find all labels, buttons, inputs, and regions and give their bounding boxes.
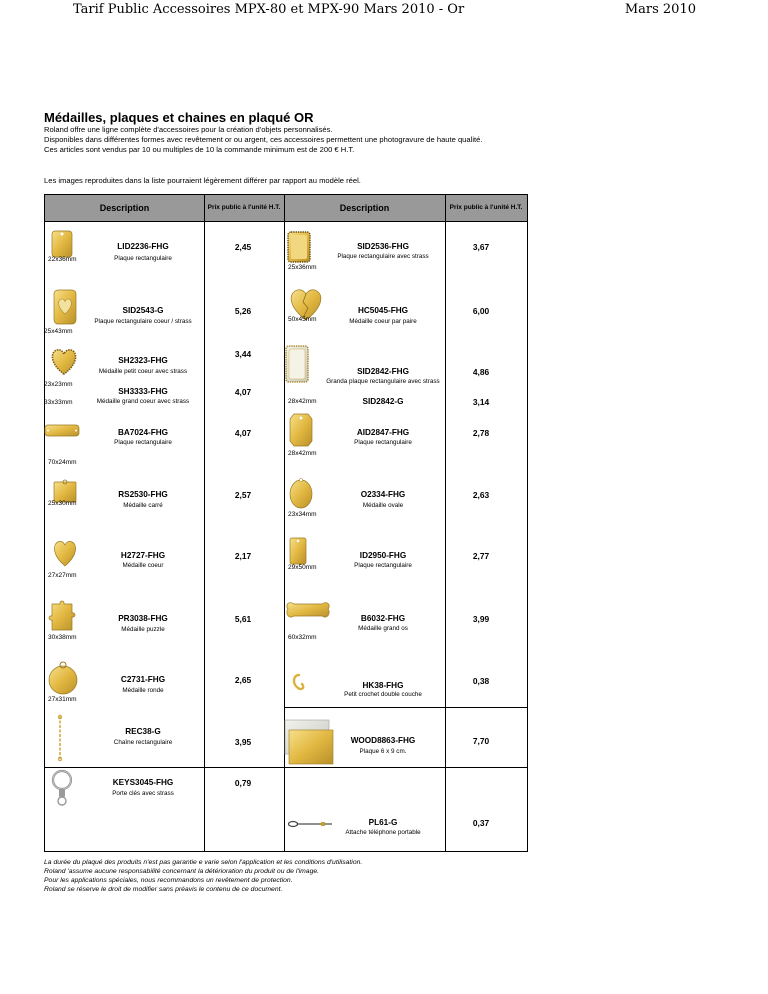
item-code: AID2847-FHG xyxy=(356,428,410,437)
item-description: Plaque 6 x 9 cm. xyxy=(359,748,407,755)
item-code: O2334-FHG xyxy=(360,490,406,499)
item-description: Médaille carré xyxy=(123,502,163,509)
item-code: KEYS3045-FHG xyxy=(112,778,174,787)
item-size: 29x50mm xyxy=(288,564,317,571)
item-size: 25x43mm xyxy=(44,328,73,335)
footer-line: La durée du plaqué des produits n'est pas garantie e varie selon l'application et les conditions d'utilisation. xyxy=(44,859,363,866)
item-price: 2,45 xyxy=(234,242,252,252)
header-description-right: Description xyxy=(339,203,390,213)
item-code: B6032-FHG xyxy=(360,614,406,623)
item-description: Médaille coeur par paire xyxy=(349,318,417,325)
item-size: 50x45mm xyxy=(288,316,317,323)
item-price: 3,67 xyxy=(472,242,490,252)
header-price-right: Prix public à l'unité H.T. xyxy=(449,204,523,211)
hook-image xyxy=(290,672,308,694)
item-price: 3,95 xyxy=(234,737,252,747)
item-code: LID2236-FHG xyxy=(117,242,169,251)
bone-medal-image xyxy=(284,598,332,626)
item-code: SID2543-G xyxy=(122,306,164,315)
column-divider xyxy=(445,195,446,851)
item-code: WOOD8863-FHG xyxy=(350,736,416,745)
item-size: 23x34mm xyxy=(288,511,317,518)
heart-medal-image xyxy=(50,538,80,568)
item-size: 25x30mm xyxy=(48,500,77,507)
item-size: 28x42mm xyxy=(288,398,317,405)
item-code: SID2842-G xyxy=(362,397,404,406)
item-code: RS2530-FHG xyxy=(118,490,168,499)
intro-line: Ces articles sont vendus par 10 ou multiples de 10 la commande minimum est de 200 € H.T. xyxy=(44,145,355,154)
item-price: 2,57 xyxy=(234,490,252,500)
item-size: 60x32mm xyxy=(288,634,317,641)
item-description: Attache téléphone portable xyxy=(345,829,421,836)
large-plaque-strass-image xyxy=(284,344,310,384)
round-medal-image xyxy=(46,660,80,696)
item-description: Médaille ronde xyxy=(122,687,164,694)
item-price: 2,77 xyxy=(472,551,490,561)
item-size: 28x42mm xyxy=(288,450,317,457)
row-divider xyxy=(284,767,527,768)
item-description: Granda plaque rectangulaire avec strass xyxy=(326,378,440,385)
item-size: 70x24mm xyxy=(48,459,77,466)
item-price: 2,78 xyxy=(472,428,490,438)
footer-disclaimer xyxy=(44,858,362,894)
item-size: 23x23mm xyxy=(44,381,73,388)
footer-line: Roland se réserve le droit de modifier sans préavis le contenu de ce document. xyxy=(44,886,283,893)
item-price: 2,65 xyxy=(234,675,252,685)
item-description: Médaille coeur xyxy=(122,562,164,569)
item-price: 5,61 xyxy=(234,614,252,624)
item-size: 22x36mm xyxy=(48,256,77,263)
item-code: PR3038-FHG xyxy=(118,614,168,623)
intro-line: Roland offre une ligne complète d'accessoires pour la création d'objets personnalisés. xyxy=(44,125,333,134)
phone-strap-image xyxy=(287,818,333,830)
item-description: Médaille ovale xyxy=(362,502,404,509)
heart-strass-image xyxy=(48,346,80,376)
item-price: 4,07 xyxy=(234,428,252,438)
item-description: Médaille grand coeur avec strass xyxy=(96,398,190,405)
item-description: Porte clés avec strass xyxy=(112,790,174,797)
item-price: 3,99 xyxy=(472,614,490,624)
row-divider xyxy=(45,767,284,768)
item-price: 0,38 xyxy=(472,676,490,686)
item-code: SID2842-FHG xyxy=(357,367,409,376)
footer-line: Roland 'assume aucune responsabilité concernant la détérioration du produit ou de l'image. xyxy=(44,868,320,875)
page-header-title: Tarif Public Accessoires MPX-80 et MPX-90 Mars 2010 - Or xyxy=(73,2,465,17)
item-code: HK38-FHG xyxy=(362,681,404,690)
intro-line: Disponibles dans différentes formes avec revêtement or ou argent, ces accessoires permettent une photogravure de haute qualité. xyxy=(44,135,483,144)
chain-image xyxy=(56,714,64,762)
item-price: 5,26 xyxy=(234,306,252,316)
table-header xyxy=(45,195,527,222)
item-code: SH2323-FHG xyxy=(118,356,168,365)
item-code: ID2950-FHG xyxy=(359,551,407,560)
item-price: 6,00 xyxy=(472,306,490,316)
item-code: HC5045-FHG xyxy=(357,306,409,315)
item-description: Plaque rectangulaire xyxy=(354,439,412,446)
header-description-left: Description xyxy=(99,203,150,213)
footer-line: Pour les applications spéciales, nous recommandons un revêtement de protection. xyxy=(44,877,293,884)
item-price: 0,79 xyxy=(234,778,252,788)
row-divider xyxy=(284,707,527,708)
plaque-image xyxy=(288,536,308,566)
item-description: Médaille petit coeur avec strass xyxy=(98,368,188,375)
item-description: Chaîne rectangulaire xyxy=(113,739,173,746)
item-price: 4,07 xyxy=(234,387,252,397)
column-divider xyxy=(204,195,205,851)
page-header-date: Mars 2010 xyxy=(624,2,696,17)
item-description: Plaque rectangulaire coeur / strass xyxy=(94,318,192,325)
item-code: SID2536-FHG xyxy=(357,242,409,251)
item-price: 7,70 xyxy=(472,736,490,746)
puzzle-medal-image xyxy=(48,598,78,634)
item-price: 4,86 xyxy=(472,367,490,377)
item-price: 3,14 xyxy=(472,397,490,407)
item-size: 27x27mm xyxy=(48,572,77,579)
item-description: Petit crochet double couche xyxy=(344,691,422,698)
image-note: Les images reproduites dans la liste pourraient légèrement différer par rapport au modèle réel. xyxy=(44,176,361,185)
item-description: Plaque rectangulaire xyxy=(114,255,172,262)
long-plaque-image xyxy=(44,422,80,438)
item-description: Médaille puzzle xyxy=(121,626,165,633)
section-title: Médailles, plaques et chaines en plaqué OR xyxy=(44,110,314,125)
item-code: BA7024-FHG xyxy=(117,428,169,437)
dog-tag-image xyxy=(288,410,314,450)
item-code: SH3333-FHG xyxy=(118,387,168,396)
plaque-image xyxy=(50,228,74,258)
item-code: PL61-G xyxy=(368,818,398,827)
item-description: Médaille grand os xyxy=(358,625,408,632)
item-code: H2727-FHG xyxy=(120,551,166,560)
intro-text xyxy=(44,125,482,155)
item-description: Plaque rectangulaire xyxy=(354,562,412,569)
item-size: 25x36mm xyxy=(288,264,317,271)
oval-medal-image xyxy=(288,476,314,510)
keyring-image xyxy=(50,768,74,808)
item-size: 33x33mm xyxy=(44,399,73,406)
item-price: 2,63 xyxy=(472,490,490,500)
item-code: REC38-G xyxy=(125,727,161,736)
item-price: 2,17 xyxy=(234,551,252,561)
item-size: 27x31mm xyxy=(48,696,77,703)
item-description: Plaque rectangulaire xyxy=(114,439,172,446)
plaque-heart-strass-image xyxy=(52,288,78,326)
item-size: 30x38mm xyxy=(48,634,77,641)
item-description: Plaque rectangulaire avec strass xyxy=(337,253,429,260)
header-price-left: Prix public à l'unité H.T. xyxy=(207,204,281,211)
item-price: 0,37 xyxy=(472,818,490,828)
item-code: C2731-FHG xyxy=(120,675,166,684)
item-price: 3,44 xyxy=(234,349,252,359)
wood-plaque-image xyxy=(283,718,335,766)
plaque-strass-image xyxy=(286,230,312,264)
